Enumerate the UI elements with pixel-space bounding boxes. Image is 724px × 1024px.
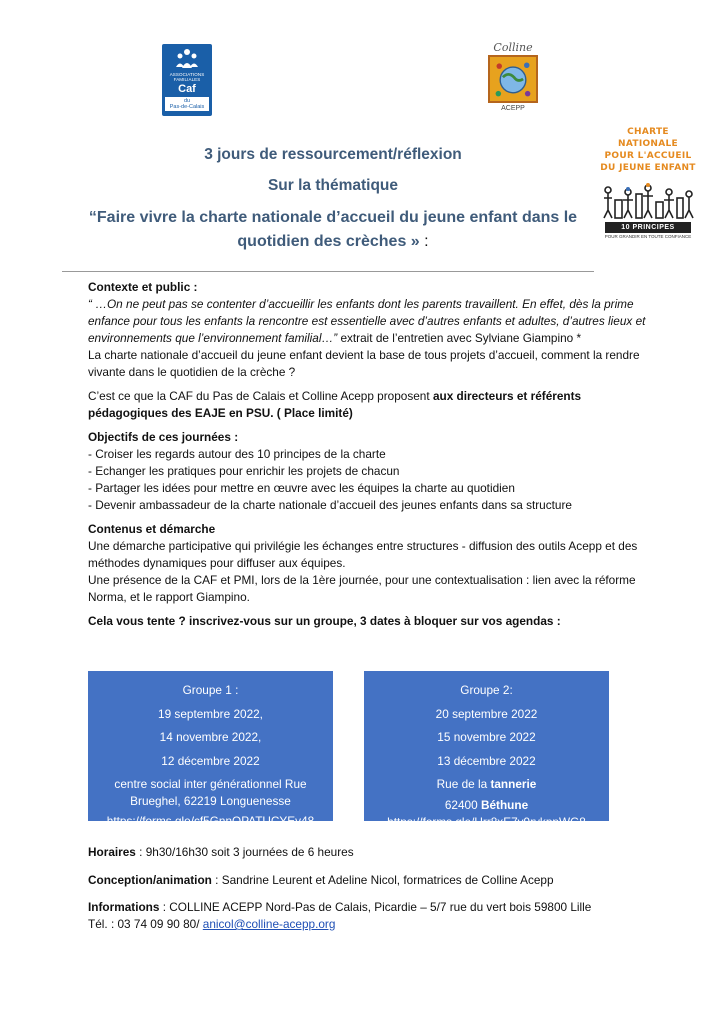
conception-value: : Sandrine Leurent et Adeline Nicol, formatrices de Colline Acepp xyxy=(211,873,554,887)
info-value: : COLLINE ACEPP Nord-Pas de Calais, Picardie – 5/7 rue du vert bois 59800 Lille xyxy=(159,900,592,914)
group-2-title: Groupe 2: xyxy=(460,683,513,697)
caf-top-text: ASSOCIATIONS FAMILIALES xyxy=(169,72,205,82)
children-figures-icon xyxy=(602,180,694,220)
charte-logo xyxy=(598,126,698,250)
main-content xyxy=(88,279,648,630)
group-2-form-link[interactable]: https://forms.gle/Urr8xE7v9rykppWG8 xyxy=(387,814,586,829)
contenus-p2: Une présence de la CAF et PMI, lors de la 1ère journée, pour une contextualisation : lien avec la réforme Norma, et le rapport Giampino. xyxy=(88,573,636,604)
info-label: Informations xyxy=(88,900,160,914)
contexte-quote-source: extrait de l’entretien avec Sylviane Giampino * xyxy=(337,331,582,345)
contexte-quote: “ …On ne peut pas se contenter d’accueillir les enfants dont les parents travaillent. En effet, dès la prime enfance pour tous les enfants la rencontre est essentielle avec d’autres enfants et adultes, d’autres lieux et environnements que l’environnement familial…” xyxy=(88,297,646,345)
call-to-action: Cela vous tente ? inscrivez-vous sur un groupe, 3 dates à bloquer sur vos agendas : xyxy=(88,614,561,628)
charte-title-line3: DU JEUNE ENFANT xyxy=(600,163,696,173)
group-2-date-1: 20 septembre 2022 xyxy=(435,706,538,721)
group-2-street: Rue de la xyxy=(436,777,491,791)
colline-acepp: ACEPP xyxy=(501,105,525,112)
objectifs-title: Objectifs de ces journées : xyxy=(88,430,239,444)
colline-globe-icon xyxy=(488,55,538,103)
propose-audience: aux directeurs et référents pédagogiques des EAJE en PSU. ( Place limité) xyxy=(88,389,582,420)
horaires-label: Horaires xyxy=(88,845,136,859)
contenus-p1: Une démarche participative qui privilégie les échanges entre structures - diffusion des outils Acepp et des méthodes dynamiques pour diffuser aux équipes. xyxy=(88,539,638,570)
caf-region-line2: Pas-de-Calais xyxy=(169,104,205,110)
conception xyxy=(88,872,648,889)
group-1-box xyxy=(88,671,333,828)
objectifs-list xyxy=(88,446,648,514)
group-2-date-3: 13 décembre 2022 xyxy=(437,753,536,768)
propose-text: C’est ce que la CAF du Pas de Calais et Colline Acepp proposent xyxy=(88,389,433,403)
caf-word: Caf xyxy=(178,83,196,95)
group-1-date-1: 19 septembre 2022, xyxy=(158,706,263,721)
group-2-box xyxy=(364,671,609,829)
caf-people-icon xyxy=(175,48,199,70)
caf-region-line1: du xyxy=(183,98,191,104)
heading-line2: Sur la thématique xyxy=(267,177,399,194)
contexte-quote-paragraph xyxy=(88,296,648,347)
charte-title-line1: CHARTE NATIONALE xyxy=(617,127,679,149)
group-1-place-line2: Brueghel, 62219 Longuenesse xyxy=(130,794,291,808)
conception-label: Conception/animation xyxy=(88,873,212,887)
group-1-place-line1: centre social inter générationnel Rue xyxy=(114,777,307,791)
divider xyxy=(62,271,594,272)
list-item: - Partager les idées pour mettre en œuvre avec les équipes la charte au quotidien xyxy=(88,481,515,495)
list-item: - Devenir ambassadeur de la charte nationale d’accueil des jeunes enfants dans sa structure xyxy=(88,498,572,512)
list-item: - Croiser les regards autour des 10 principes de la charte xyxy=(88,447,386,461)
group-2-city: Béthune xyxy=(480,797,529,812)
group-1-form-link[interactable]: https://forms.gle/cf5GnnQPATUCYEv48 xyxy=(106,814,315,828)
contexte-propose xyxy=(88,388,648,422)
group-2-place-line1 xyxy=(364,773,609,797)
heading-title xyxy=(60,206,606,254)
group-1-date-3: 12 décembre 2022 xyxy=(161,753,260,768)
group-2-place-line2 xyxy=(364,797,609,814)
charte-title-line2: POUR L'ACCUEIL xyxy=(604,151,692,161)
group-1-title: Groupe 1 : xyxy=(182,683,239,697)
colline-logo xyxy=(484,42,542,118)
contexte-text: La charte nationale d’accueil du jeune enfant devient la base de tous projets d’accueil, comment la rendre vivante dans le quotidien de la crèche ? xyxy=(88,348,640,379)
charte-banner: 10 PRINCIPES xyxy=(605,222,691,233)
informations xyxy=(88,899,648,933)
group-1-date-2: 14 novembre 2022, xyxy=(159,730,262,744)
horaires-value: : 9h30/16h30 soit 3 journées de 6 heures xyxy=(135,845,354,859)
contenus-title: Contenus et démarche xyxy=(88,522,216,536)
charte-subtitle: POUR GRANDIR EN TOUTE CONFIANCE xyxy=(604,234,692,239)
heading-line1: 3 jours de ressourcement/réflexion xyxy=(204,146,462,163)
group-2-date-2: 15 novembre 2022 xyxy=(437,730,536,744)
group-2-street-name: tannerie xyxy=(490,777,537,791)
contexte-title: Contexte et public : xyxy=(88,280,198,294)
email-link[interactable]: anicol@colline-acepp.org xyxy=(202,917,336,931)
heading-title-a: “Faire vivre la charte nationale d’accueil du jeune enfant dans le xyxy=(88,209,578,226)
list-item: - Echanger les pratiques pour enrichir les projets de chacun xyxy=(88,464,400,478)
colline-word: Colline xyxy=(493,41,533,54)
caf-logo xyxy=(162,44,212,116)
heading-title-b: quotidien des crèches » xyxy=(237,233,420,250)
horaires xyxy=(88,844,648,861)
caf-region xyxy=(165,97,209,111)
group-2-postcode: 62400 xyxy=(444,797,481,812)
phone: Tél. : 03 74 09 90 80/ xyxy=(88,917,203,931)
heading-title-tail: : xyxy=(419,233,429,250)
